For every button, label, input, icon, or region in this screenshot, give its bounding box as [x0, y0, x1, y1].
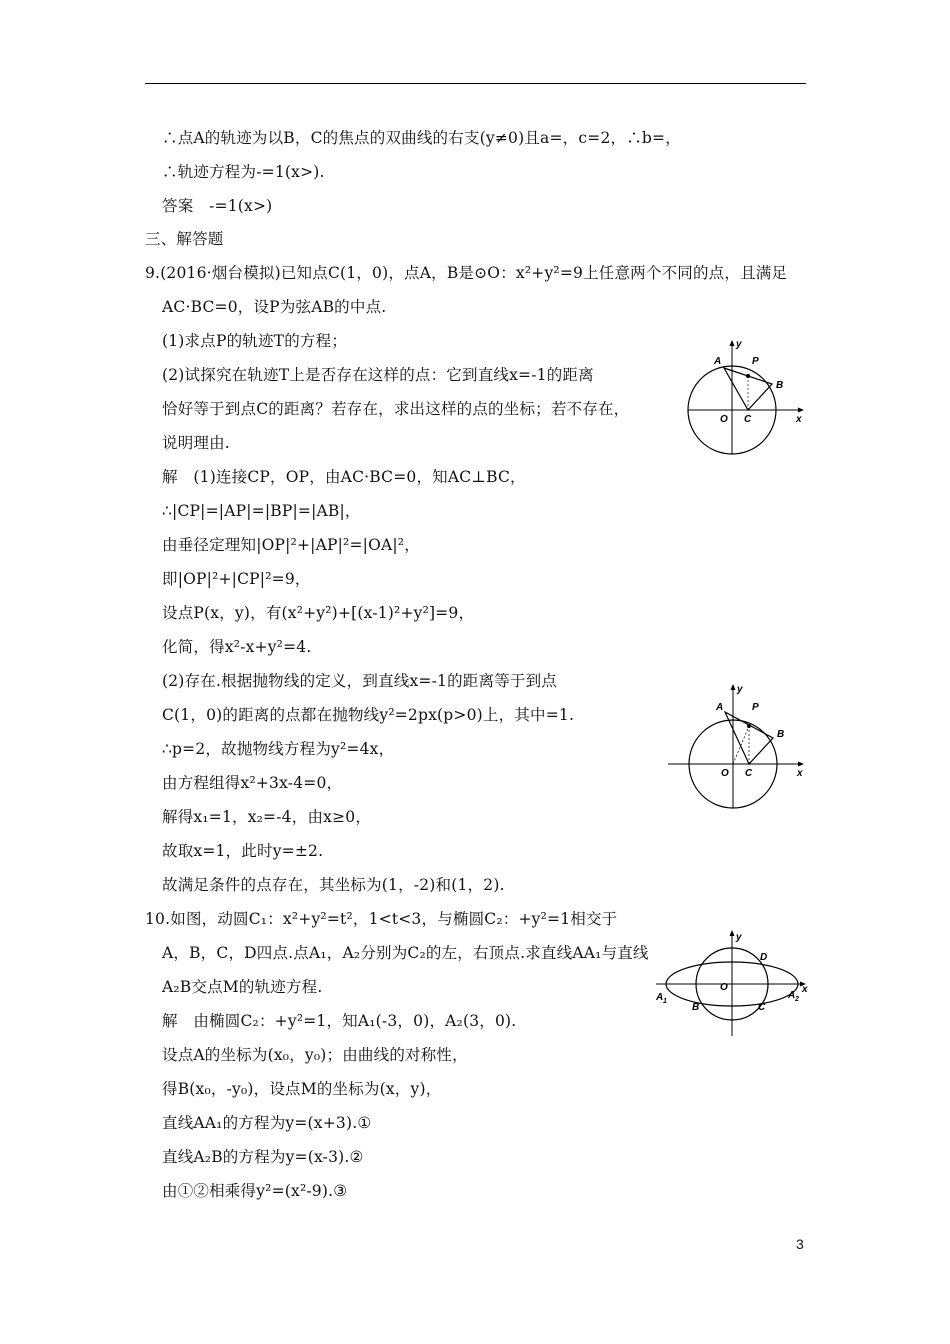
fig3-label: B [692, 1002, 700, 1013]
solution-line: 故取x=1，此时y=±2. [162, 842, 324, 860]
fig2-label: x [797, 768, 803, 779]
solution-line: 得B(x₀，-y₀)，设点M的坐标为(x，y)， [162, 1080, 442, 1098]
solution-line: 设点P(x，y)，有(x²+y²)+[(x-1)²+y²]=9， [162, 604, 475, 622]
fig2-label: B [777, 729, 785, 740]
solution-line: 解 由椭圆C₂：+y²=1，知A₁(-3，0)，A₂(3，0). [162, 1012, 517, 1030]
fig3-label: O [720, 982, 728, 993]
text-line: A，B，C，D四点.点A₁，A₂分别为C₂的左，右顶点.求直线AA₁与直线 [162, 944, 649, 962]
fig2-label: y [737, 684, 743, 695]
solution-line: C(1，0)的距离的点都在抛物线y²=2px(p>0)上，其中=1. [162, 706, 575, 724]
fig3-label: A [788, 990, 796, 1001]
solution-line: 解 (1)连接CP，OP，由AC·BC=0，知AC⊥BC， [162, 468, 526, 486]
text-line: (1)求点P的轨迹T的方程； [162, 332, 348, 350]
problem-9-text: 9.(2016·烟台模拟)已知点C(1，0)，点A，B是⊙O：x²+y²=9上任意两个不同的点，且满足 [145, 264, 788, 282]
solution-line: ∴p=2，故抛物线方程为y²=4x， [162, 740, 395, 758]
text-line: A₂B交点M的轨迹方程. [162, 978, 323, 996]
header-rule [145, 83, 806, 84]
fig3-label: x [802, 984, 808, 995]
solution-line: 直线A₂B的方程为y=(x-3).② [162, 1148, 364, 1166]
fig3-label: 2 [795, 996, 799, 1003]
solution-line: (2)存在.根据抛物线的定义，到直线x=-1的距离等于到点 [162, 672, 558, 690]
solution-line: 由垂径定理知|OP|²+|AP|²=|OA|²， [162, 536, 420, 554]
solution-line: ∴|CP|=|AP|=|BP|=|AB|， [162, 502, 361, 520]
solution-line: 由①②相乘得y²=(x²-9).③ [162, 1182, 348, 1200]
circle-figure-2 [664, 682, 809, 812]
fig1-label: P [752, 356, 759, 367]
solution-line: 直线AA₁的方程为y=(x+3).① [162, 1114, 372, 1132]
fig3-label: C [758, 1002, 766, 1013]
fig2-label: A [716, 702, 724, 713]
fig1-label: O [720, 414, 728, 425]
fig1-label: B [776, 380, 784, 391]
solution-line: 设点A的坐标为(x₀，y₀)；由曲线的对称性， [162, 1046, 468, 1064]
solution-line: 故满足条件的点存在，其坐标为(1，-2)和(1，2). [162, 876, 505, 894]
fig3-label: D [760, 952, 768, 963]
fig3-label: 1 [663, 998, 667, 1005]
solution-line: 化简，得x²-x+y²=4. [162, 638, 312, 656]
solution-line: 即|OP|²+|CP|²=9， [162, 570, 311, 588]
fig1-label: A [714, 356, 722, 367]
text-line: ∴点A的轨迹为以B，C的焦点的双曲线的右支(y≠0)且a=，c=2，∴b=， [162, 129, 681, 147]
solution-line: 由方程组得x²+3x-4=0， [162, 774, 343, 792]
fig2-label: C [745, 768, 753, 779]
fig2-label: P [752, 702, 759, 713]
text-line: 答案 -=1(x>) [162, 197, 273, 215]
text-line: ∴轨迹方程为-=1(x>). [162, 163, 325, 181]
section-heading: 三、解答题 [145, 230, 224, 248]
problem-10-text: 10.如图，动圆C₁：x²+y²=t²，1<t<3，与椭圆C₂：+y²=1相交于 [145, 910, 618, 928]
text-line: 恰好等于到点C的距离？若存在，求出这样的点的坐标；若不存在， [162, 400, 630, 418]
fig3-label: A [656, 992, 664, 1003]
fig2-label: O [721, 768, 729, 779]
fig1-label: y [736, 339, 742, 350]
ellipse-circle-figure [652, 928, 812, 1040]
fig1-label: C [744, 414, 752, 425]
text-line: 说明理由. [162, 434, 230, 452]
fig3-label: y [736, 932, 742, 943]
text-line: AC·BC=0，设P为弦AB的中点. [162, 298, 387, 316]
fig1-label: x [796, 414, 802, 425]
solution-line: 解得x₁=1，x₂=-4，由x≥0， [162, 808, 372, 826]
text-line: (2)试探究在轨迹T上是否存在这样的点：它到直线x=-1的距离 [162, 366, 594, 384]
circle-figure-1 [680, 338, 810, 458]
page-number: 3 [796, 1236, 804, 1252]
